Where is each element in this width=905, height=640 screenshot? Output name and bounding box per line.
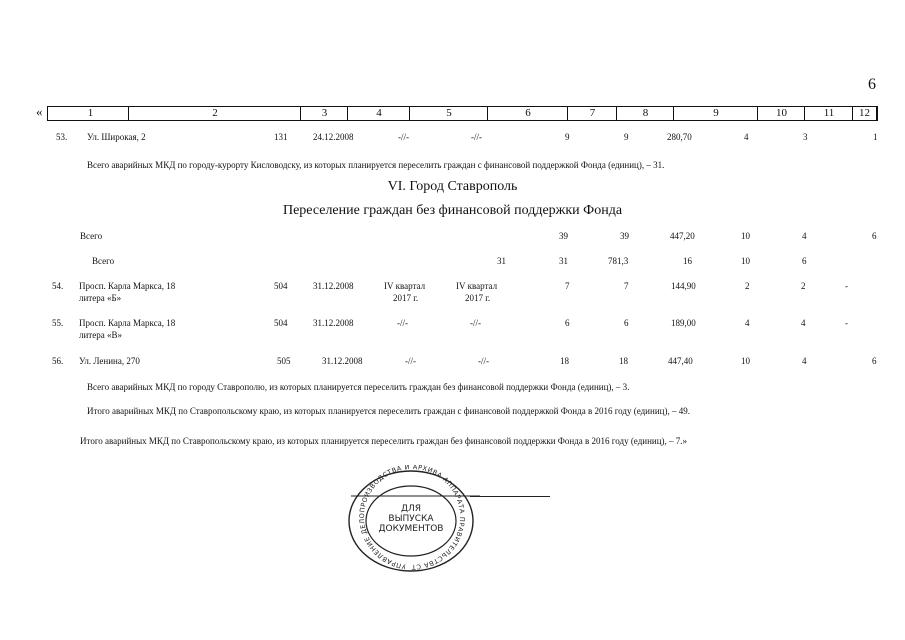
row-number: 55. <box>52 318 64 328</box>
header-col-12: 12 <box>852 107 876 120</box>
row-col-6-line1: IV квартал <box>456 281 498 291</box>
row-col-5: -//- <box>405 356 416 366</box>
row-col-7: 6 <box>565 318 570 328</box>
row-col-3: 504 <box>274 281 288 291</box>
header-col-3: 3 <box>300 107 348 120</box>
row-col-8: 6 <box>624 318 629 328</box>
header-col-1: 1 <box>87 107 94 119</box>
total-col-11: 6 <box>802 256 807 266</box>
row-col-3: 131 <box>274 132 288 142</box>
row-col-12: - <box>845 281 848 291</box>
row-col-12: - <box>845 318 848 328</box>
row-col-5: -//- <box>397 318 408 328</box>
row-col-12: 6 <box>872 356 877 366</box>
row-address-line2: литера «Б» <box>79 293 122 303</box>
header-col-5: 5 <box>409 107 488 120</box>
row-col-7: 18 <box>560 356 569 366</box>
row-col-6: -//- <box>478 356 489 366</box>
header-col-11: 11 <box>804 107 853 120</box>
quote-open: « <box>36 104 43 119</box>
total-col-9: 16 <box>683 256 692 266</box>
row-address-line1: Просп. Карла Маркса, 18 <box>79 318 176 328</box>
total-label: Всего <box>80 231 103 241</box>
total-col-11: 4 <box>802 231 807 241</box>
row-col-10: 10 <box>741 356 750 366</box>
row-col-12: 1 <box>873 132 878 142</box>
row-col-8: 9 <box>624 132 629 142</box>
section-subtitle: Переселение граждан без финансовой поддержки Фонда <box>282 203 623 218</box>
row-col-10: 4 <box>745 318 750 328</box>
stamp-line-1: ДЛЯ <box>400 504 422 514</box>
header-col-2: 2 <box>128 107 301 120</box>
row-col-5-line2: 2017 г. <box>393 293 419 303</box>
row-col-4: 24.12.2008 <box>313 132 354 142</box>
summary-kislovodsk: Всего аварийных МКД по городу-курорту Кисловодску, из которых планируется переселить граждан с финансовой поддержкой Фонда (единиц), – 31. <box>87 160 665 170</box>
row-col-9: 447,40 <box>668 356 693 366</box>
header-col-9: 9 <box>673 107 758 120</box>
row-col-3: 505 <box>277 356 291 366</box>
row-col-9: 189,00 <box>671 318 696 328</box>
total-col-9: 447,20 <box>670 231 695 241</box>
summary-krai-without-support: Итого аварийных МКД по Ставропольскому краю, из которых планируется переселить граждан без финансовой поддержки Фонда в 2016 году (единиц), – 7.» <box>80 436 688 446</box>
header-col-8: 8 <box>616 107 674 120</box>
page-number: 6 <box>868 76 876 93</box>
row-col-5-line1: IV квартал <box>384 281 426 291</box>
row-address: Ул. Широкая, 2 <box>87 132 146 142</box>
row-col-10: 4 <box>744 132 749 142</box>
header-col-6: 6 <box>487 107 568 120</box>
summary-stavropol: Всего аварийных МКД по городу Ставрополю, из которых планируется переселить граждан без финансовой поддержки Фонда (единиц), – 3. <box>87 382 630 392</box>
header-col-7: 7 <box>567 107 617 120</box>
row-col-11: 4 <box>802 356 807 366</box>
row-number: 56. <box>52 356 64 366</box>
row-col-6-line2: 2017 г. <box>465 293 491 303</box>
row-col-4: 31.12.2008 <box>322 356 363 366</box>
row-col-11: 2 <box>801 281 806 291</box>
row-number: 54. <box>52 281 64 291</box>
total-col-7: 39 <box>559 231 568 241</box>
stamp-line-3: ДОКУМЕНТОВ <box>378 524 444 534</box>
row-col-5: -//- <box>398 132 409 142</box>
row-number: 53. <box>56 132 68 142</box>
row-address-line2: литера «В» <box>79 330 122 340</box>
signature-line <box>470 496 550 497</box>
total-col-8: 781,3 <box>608 256 629 266</box>
row-col-6: -//- <box>471 132 482 142</box>
row-col-8: 18 <box>619 356 628 366</box>
header-col-4: 4 <box>347 107 410 120</box>
row-col-4: 31.12.2008 <box>313 281 354 291</box>
total-label: Всего <box>92 256 115 266</box>
total-col-12: 6 <box>872 231 877 241</box>
row-col-9: 144,90 <box>671 281 696 291</box>
row-col-3: 504 <box>274 318 288 328</box>
column-number-header <box>47 106 878 121</box>
total-col-7: 31 <box>559 256 568 266</box>
row-col-9: 280,70 <box>667 132 692 142</box>
summary-krai-with-support: Итого аварийных МКД по Ставропольскому краю, из которых планируется переселить граждан с финансовой поддержкой Фонда в 2016 году (единиц), – 49. <box>87 406 690 416</box>
row-address: Ул. Ленина, 270 <box>79 356 140 366</box>
stamp-ring-text: УПРАВЛЕНИЕ ДЕЛОПРОИЗВОДСТВА И АРХИВА АППАРАТА ПРАВИТЕЛЬСТВА СТ <box>357 465 467 572</box>
row-col-7: 9 <box>565 132 570 142</box>
total-col-8: 39 <box>620 231 629 241</box>
official-stamp <box>345 465 480 573</box>
row-col-7: 7 <box>565 281 570 291</box>
row-col-6: -//- <box>470 318 481 328</box>
total-col-6: 31 <box>497 256 506 266</box>
row-col-8: 7 <box>624 281 629 291</box>
total-col-10: 10 <box>741 256 750 266</box>
section-title: VI. Город Ставрополь <box>387 179 518 194</box>
row-col-10: 2 <box>745 281 750 291</box>
row-col-11: 3 <box>803 132 808 142</box>
total-col-10: 10 <box>741 231 750 241</box>
row-col-11: 4 <box>801 318 806 328</box>
row-address-line1: Просп. Карла Маркса, 18 <box>79 281 176 291</box>
row-col-4: 31.12.2008 <box>313 318 354 328</box>
header-col-10: 10 <box>757 107 805 120</box>
stamp-line-2: ВЫПУСКА <box>388 514 434 524</box>
